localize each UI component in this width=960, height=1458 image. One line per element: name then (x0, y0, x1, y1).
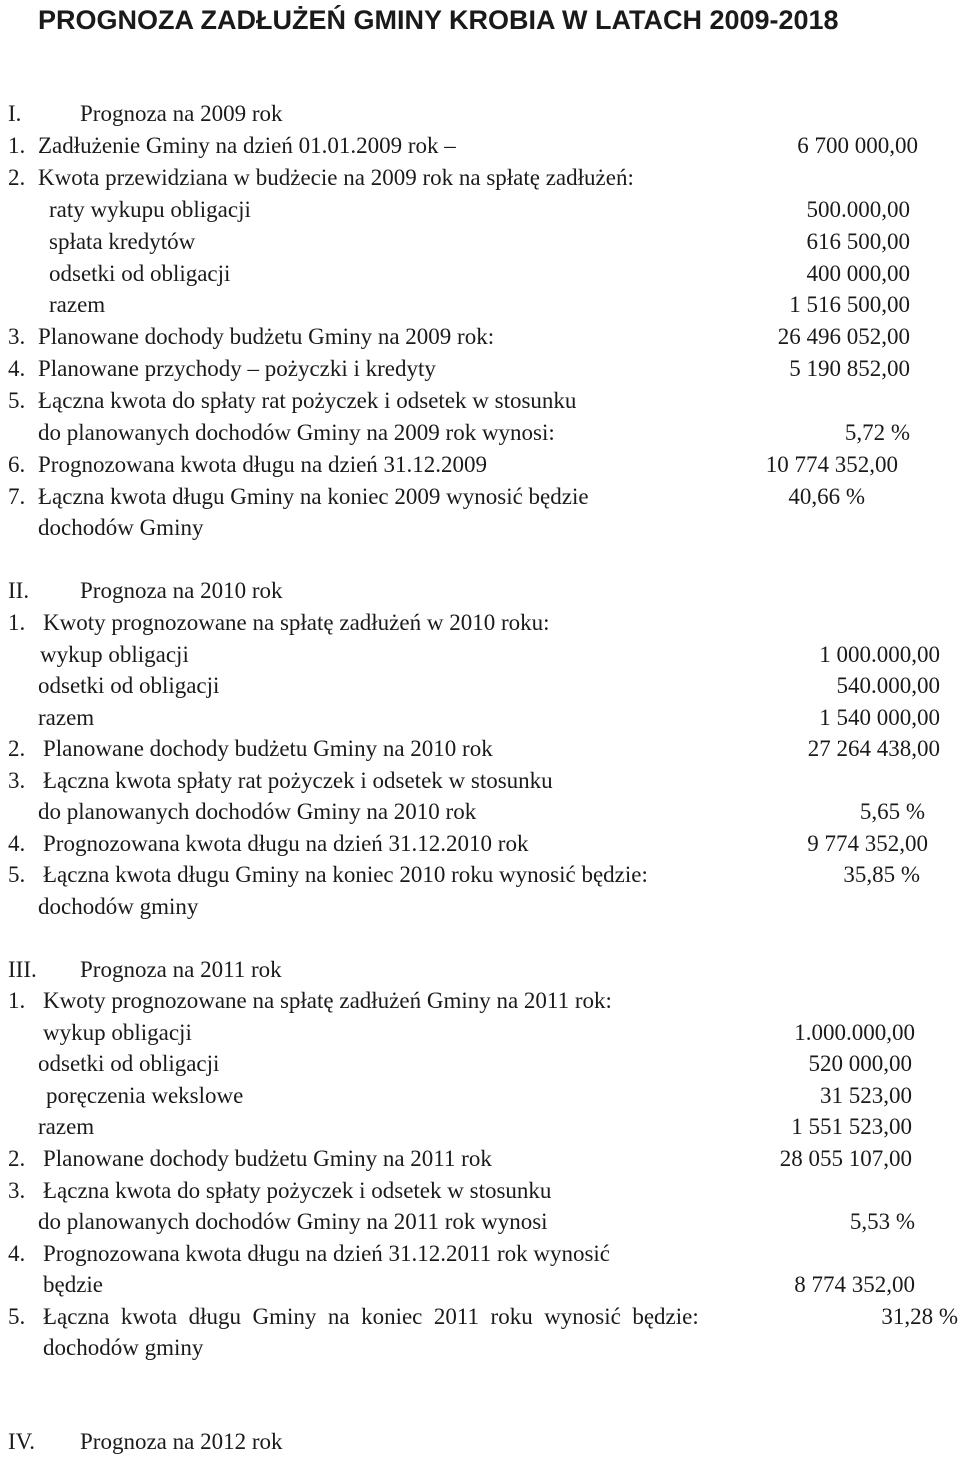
item-number: 2. (8, 165, 26, 190)
sub-item-label: odsetki od obligacji (38, 1051, 220, 1076)
item-number: 2. (8, 1146, 26, 1171)
item-number: 5. (8, 388, 26, 413)
item-label-continued: do planowanych dochodów Gminy na 2011 rok wynosi (38, 1209, 548, 1234)
item-number: 2. (8, 736, 26, 761)
item-number: 5. (8, 862, 26, 887)
item-value: 26 496 052,00 (777, 324, 910, 349)
sub-item-label: odsetki od obligacji (49, 261, 231, 286)
section-number: I. (8, 101, 22, 126)
item-value: 5,53 % (849, 1209, 915, 1234)
item-number: 3. (8, 768, 26, 793)
item-label: Łączna kwota do spłaty pożyczek i odsetek w stosunku (43, 1178, 552, 1203)
item-number: 7. (8, 484, 26, 509)
sub-item-value: 1 551 523,00 (791, 1114, 912, 1139)
item-label: Prognozowana kwota długu na dzień 31.12.2009 (38, 452, 488, 477)
item-label: Planowane dochody budżetu Gminy na 2009 rok: (38, 324, 495, 349)
item-label: Kwoty prognozowane na spłatę zadłużeń Gminy na 2011 rok: (43, 988, 612, 1013)
item-label: Planowane przychody – pożyczki i kredyty (38, 356, 436, 381)
item-number: 1. (8, 133, 26, 158)
item-label: Prognozowana kwota długu na dzień 31.12.2010 rok (43, 831, 529, 856)
item-value: 8 774 352,00 (794, 1272, 915, 1297)
sub-item-label: razem (38, 1114, 95, 1139)
item-value: 27 264 438,00 (807, 736, 940, 761)
sub-item-label: wykup obligacji (40, 642, 189, 667)
sub-item-value: 540.000,00 (836, 673, 940, 698)
item-number: 3. (8, 324, 26, 349)
item-label: Kwoty prognozowane na spłatę zadłużeń w 2010 roku: (43, 610, 550, 635)
section-number: III. (8, 957, 37, 982)
item-value: 9 774 352,00 (807, 831, 928, 856)
item-value: 31,28 % (881, 1304, 958, 1329)
sub-item-value: 500.000,00 (806, 197, 910, 222)
item-value: 5,65 % (859, 799, 925, 824)
sub-item-label: razem (38, 705, 95, 730)
item-number: 1. (8, 988, 26, 1013)
item-value: 35,85 % (843, 862, 920, 887)
item-number: 5. (8, 1304, 26, 1329)
section-heading: Prognoza na 2012 rok (80, 1429, 283, 1454)
sub-item-value: 400 000,00 (806, 261, 910, 286)
document-title: PROGNOZA ZADŁUŻEŃ GMINY KROBIA W LATACH 2009-2018 (38, 5, 839, 35)
sub-item-value: 1.000.000,00 (794, 1020, 915, 1045)
item-label: Planowane dochody budżetu Gminy na 2010 rok (43, 736, 493, 761)
item-number: 4. (8, 1241, 26, 1266)
sub-item-label: poręczenia wekslowe (46, 1083, 244, 1108)
sub-item-value: 31 523,00 (820, 1083, 912, 1108)
sub-item-label: spłata kredytów (49, 229, 196, 254)
item-value: 28 055 107,00 (779, 1146, 912, 1171)
item-number: 4. (8, 831, 26, 856)
item-label-continued: do planowanych dochodów Gminy na 2009 rok wynosi: (38, 420, 555, 445)
sub-item-label: wykup obligacji (43, 1020, 192, 1045)
item-label-continued: dochodów gminy (38, 894, 199, 919)
sub-item-label: odsetki od obligacji (38, 673, 220, 698)
item-label: Kwota przewidziana w budżecie na 2009 rok na spłatę zadłużeń: (38, 165, 634, 190)
item-label: Planowane dochody budżetu Gminy na 2011 rok (43, 1146, 492, 1171)
section-heading: Prognoza na 2011 rok (80, 957, 282, 982)
sub-item-value: 1 000.000,00 (819, 642, 940, 667)
sub-item-value: 520 000,00 (808, 1051, 912, 1076)
item-label: Prognozowana kwota długu na dzień 31.12.2011 rok wynosić (43, 1241, 611, 1266)
item-label-continued: będzie (43, 1272, 104, 1297)
sub-item-value: 616 500,00 (806, 229, 910, 254)
item-number: 4. (8, 356, 26, 381)
item-label: Łączna kwota spłaty rat pożyczek i odsetek w stosunku (43, 768, 553, 793)
item-label-continued: dochodów Gminy (38, 515, 204, 540)
sub-item-label: raty wykupu obligacji (49, 197, 251, 222)
item-number: 1. (8, 610, 26, 635)
item-number: 6. (8, 452, 26, 477)
item-value: 5,72 % (844, 420, 910, 445)
item-value: 5 190 852,00 (789, 356, 910, 381)
section-heading: Prognoza na 2009 rok (80, 101, 283, 126)
item-value: 40,66 % (788, 484, 865, 509)
sub-item-label: razem (49, 292, 106, 317)
section-heading: Prognoza na 2010 rok (80, 578, 283, 603)
sub-item-value: 1 516 500,00 (789, 292, 910, 317)
item-label-continued: do planowanych dochodów Gminy na 2010 rok (38, 799, 477, 824)
item-number: 3. (8, 1178, 26, 1203)
section-number: IV. (8, 1429, 36, 1454)
item-label: Łączna kwota długu Gminy na koniec 2009 wynosić będzie (38, 484, 589, 509)
section-number: II. (8, 578, 30, 603)
item-label-continued: dochodów gminy (43, 1335, 204, 1360)
item-label: Łączna kwota do spłaty rat pożyczek i odsetek w stosunku (38, 388, 577, 413)
item-value: 10 774 352,00 (765, 452, 898, 477)
item-label: Łączna kwota długu Gminy na koniec 2011 roku wynosić będzie: (43, 1304, 699, 1329)
item-value: 6 700 000,00 (797, 133, 918, 158)
item-label: Łączna kwota długu Gminy na koniec 2010 roku wynosić będzie: (43, 862, 648, 887)
item-label: Zadłużenie Gminy na dzień 01.01.2009 rok – (38, 133, 456, 158)
sub-item-value: 1 540 000,00 (819, 705, 940, 730)
